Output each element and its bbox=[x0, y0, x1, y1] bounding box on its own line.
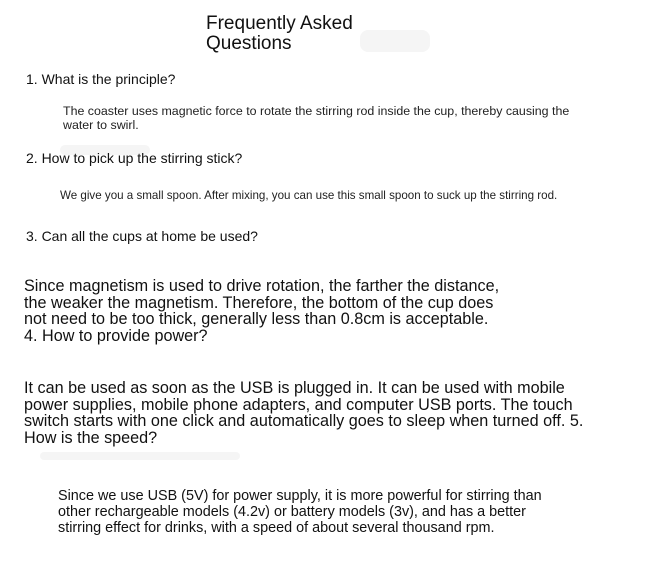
faq-answer-2: We give you a small spoon. After mixing, you can use this small spoon to suck up the stirring rod. bbox=[60, 189, 558, 202]
background-smudge bbox=[40, 452, 240, 460]
faq-question-2: 2. How to pick up the stirring stick? bbox=[26, 150, 243, 166]
faq-answer-1: The coaster uses magnetic force to rotate the stirring rod inside the cup, thereby causing the water to swirl. bbox=[63, 104, 570, 132]
faq-question-1: 1. What is the principle? bbox=[26, 71, 176, 87]
faq-answer-5: Since we use USB (5V) for power supply, it is more powerful for stirring than other rechargeable models (4.2v) or battery models (3v), and has a better stirring effect for drinks, with a speed of about several thousand rpm. bbox=[58, 488, 542, 536]
faq-question-3: 3. Can all the cups at home be used? bbox=[26, 228, 258, 244]
page-title: Frequently Asked Questions bbox=[206, 13, 353, 54]
faq-answer-3: Since magnetism is used to drive rotation, the farther the distance, the weaker the magnetism. Therefore, the bottom of the cup does not need to be too thick, generally less than 0.8cm is acceptable. 4. How to provide power? bbox=[24, 277, 500, 345]
faq-answer-4: It can be used as soon as the USB is plugged in. It can be used with mobile power supplies, mobile phone adapters, and computer USB ports. The touch switch starts with one click and automatically goes to sleep when turned off. 5. How is the speed? bbox=[24, 379, 584, 447]
